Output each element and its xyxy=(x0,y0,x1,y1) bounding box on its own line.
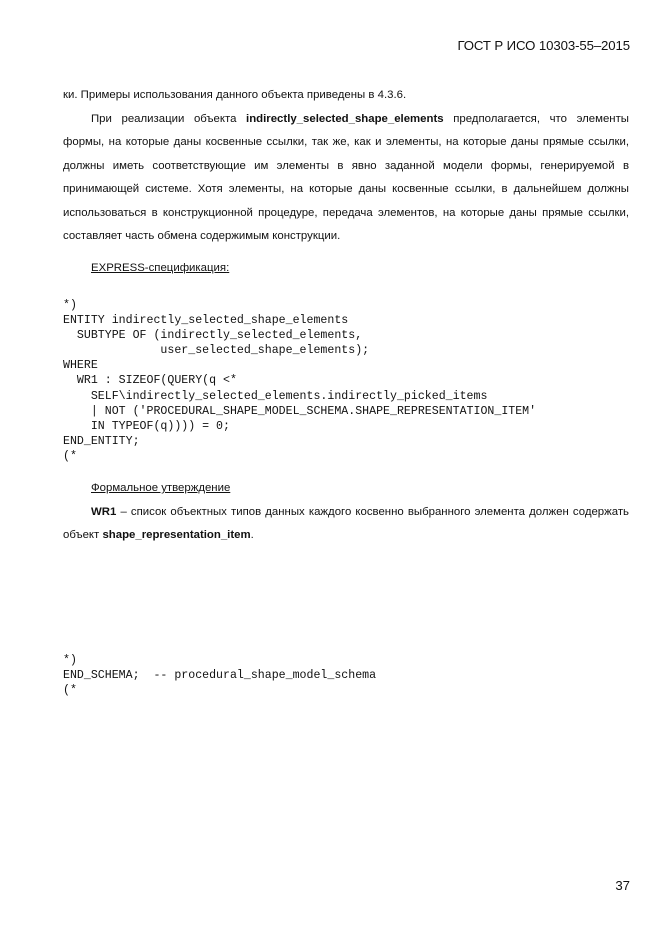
paragraph-text-before: При реализации объекта xyxy=(91,112,247,125)
express-spec-colon: : xyxy=(226,261,230,274)
body-text xyxy=(63,84,629,280)
standard-header: ГОСТ Р ИСО 10303-55–2015 xyxy=(457,38,630,53)
rule-text-before: – список объектных типов данных каждого косвенно выбранного элемента должен содержать объект xyxy=(63,505,629,541)
formal-label-text: Формальное утверждение xyxy=(91,482,231,494)
paragraph-text-after: предполагается, что элементы формы, на которые даны косвенные ссылки, так же, как и элементы, на которые даны прямые ссылки, должны иметь соответствующие им элементы в явно заданной модели формы, генерируемой в принимающей системе. Хотя элементы, на которые даны косвенные ссылки, в дальнейшем должны использоваться в конструкционной процедуре, передача элементов, на которые даны прямые ссылки, составляет часть обмена содержимым конструкции. xyxy=(63,112,629,242)
formal-proposition xyxy=(63,477,629,548)
formal-rule-text xyxy=(63,501,629,548)
page-number: 37 xyxy=(615,878,630,893)
rule-label: WR1 xyxy=(91,505,117,518)
express-spec-label xyxy=(63,257,629,281)
rule-text-after: . xyxy=(250,529,254,541)
formal-label xyxy=(63,477,629,501)
express-spec-title: EXPRESS-спецификация xyxy=(91,261,227,274)
paragraph-implementation xyxy=(63,108,629,249)
express-code-entity: *) ENTITY indirectly_selected_shape_elements SUBTYPE OF (indirectly_selected_elements, user_selected_shape_elements); WHERE WR1 : SIZEOF(QUERY(q <* SELF\indirectly_selected_elements.indirectly_picked_items | NOT ('PROCEDURAL_SHAPE_MODEL_SCHEMA.SHAPE_REPRESENTATION_ITEM' IN TYPEOF(q)))) = 0; END_ENTITY; (* xyxy=(63,299,537,463)
entity-name: indirectly_selected_shape_elements xyxy=(246,112,444,125)
paragraph-continuation: ки. Примеры использования данного объекта приведены в 4.3.6. xyxy=(63,89,407,101)
express-code-schema-end: *) END_SCHEMA; -- procedural_shape_model_schema (* xyxy=(63,654,377,698)
rule-object: shape_representation_item xyxy=(102,529,251,541)
